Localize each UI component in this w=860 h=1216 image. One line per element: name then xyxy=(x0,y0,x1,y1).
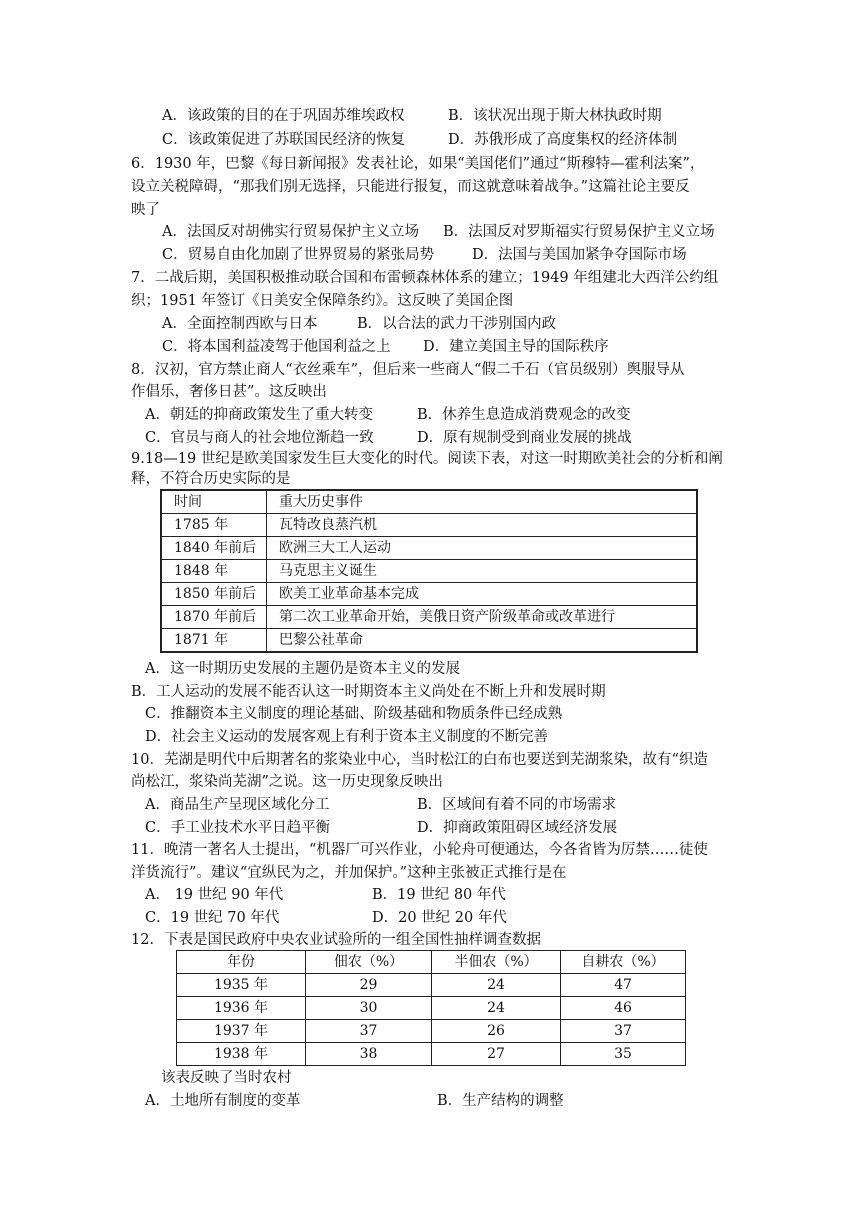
q10-option-d: D．抑商政策阻碍区域经济发展 xyxy=(417,820,618,836)
table-cell: 24 xyxy=(432,997,561,1020)
q7-stem-line-1: 7．二战后期，美国积极推动联合国和布雷顿森林体系的建立；1949 年组建北大西洋公约组 xyxy=(131,270,719,286)
q7-option-c: C．将本国利益凌驾于他国利益之上 xyxy=(162,339,391,355)
q12-option-a: A．土地所有制度的变革 xyxy=(145,1093,301,1109)
table-cell: 27 xyxy=(432,1043,561,1066)
table-cell: 1785 年 xyxy=(161,514,267,537)
table-cell: 瓦特改良蒸汽机 xyxy=(267,514,698,537)
table-cell: 马克思主义诞生 xyxy=(267,560,698,583)
q10-option-a: A．商品生产呈现区域化分工 xyxy=(145,797,330,813)
q8-stem-line-1: 8．汉初，官方禁止商人“衣丝乘车”，但后来一些商人“假二千石（官员级别）舆服导从 xyxy=(131,362,685,378)
q7-option-d: D．建立美国主导的国际秩序 xyxy=(423,339,609,355)
table-cell: 1870 年前后 xyxy=(161,606,267,629)
table-cell: 1935 年 xyxy=(177,974,306,997)
table-header-cell: 年份 xyxy=(177,951,306,974)
table-header-cell: 半佃农（%） xyxy=(432,951,561,974)
table-cell: 26 xyxy=(432,1020,561,1043)
table-cell: 欧美工业革命基本完成 xyxy=(267,583,698,606)
table-cell: 1937 年 xyxy=(177,1020,306,1043)
table-row xyxy=(177,974,686,997)
q6-option-d: D．法国与美国加紧争夺国际市场 xyxy=(472,247,687,263)
table-header-cell: 自耕农（%） xyxy=(561,951,686,974)
q9-option-b: B．工人运动的发展不能否认这一时期资本主义尚处在不断上升和发展时期 xyxy=(131,684,606,700)
q7-option-a: A．全面控制西欧与日本 xyxy=(162,316,318,332)
q11-stem-line-1: 11．晚清一著名人士提出，“机器厂可兴作业，小轮舟可便通达，今各省皆为厉禁……徒使 xyxy=(131,842,708,858)
q11-option-a: A． 19 世纪 90 年代 xyxy=(145,887,284,903)
q8-stem-line-2: 作倡乐，奢侈日甚”。这反映出 xyxy=(131,384,327,400)
table-cell: 47 xyxy=(561,974,686,997)
table-cell: 38 xyxy=(306,1043,432,1066)
q6-option-b: B．法国反对罗斯福实行贸易保护主义立场 xyxy=(443,224,715,240)
q8-option-a: A．朝廷的抑商政策发生了重大转变 xyxy=(145,407,373,423)
table-cell: 1850 年前后 xyxy=(161,583,267,606)
q6-stem-line-3: 映了 xyxy=(131,202,160,218)
q12-stem-line-1: 12．下表是国民政府中央农业试验所的一组全国性抽样调查数据 xyxy=(131,932,541,948)
q9-stem-line-1: 9.18—19 世纪是欧美国家发生巨大变化的时代。阅读下表，对这一时期欧美社会的分析和阐 xyxy=(131,451,723,467)
q6-stem-line-1: 6．1930 年，巴黎《每日新闻报》发表社论，如果“美国佬们”通过“斯穆特—霍利法案”， xyxy=(131,156,705,172)
table-header-cell: 佃农（%） xyxy=(306,951,432,974)
q6-option-a: A．法国反对胡佛实行贸易保护主义立场 xyxy=(162,224,419,240)
table-cell: 35 xyxy=(561,1043,686,1066)
table-cell: 第二次工业革命开始，美俄日资产阶级革命或改革进行 xyxy=(267,606,698,629)
q8-option-b: B．休养生息造成消费观念的改变 xyxy=(417,407,631,423)
table-row xyxy=(161,514,697,537)
table-cell: 巴黎公社革命 xyxy=(267,629,698,653)
table-row xyxy=(161,629,697,653)
q5-option-d: D．苏俄形成了高度集权的经济体制 xyxy=(448,132,678,148)
q9-option-c: C．推翻资本主义制度的理论基础、阶级基础和物质条件已经成熟 xyxy=(145,706,563,722)
table-cell: 37 xyxy=(561,1020,686,1043)
q9-option-a: A．这一时期历史发展的主题仍是资本主义的发展 xyxy=(145,661,460,677)
q6-stem-line-2: 设立关税障碍，“那我们别无选择，只能进行报复，而这就意味着战争。”这篇社论主要反 xyxy=(131,179,690,195)
table-cell: 1936 年 xyxy=(177,997,306,1020)
q7-option-b: B．以合法的武力干涉别国内政 xyxy=(357,316,557,332)
q11-option-d: D．20 世纪 20 年代 xyxy=(372,910,507,926)
q12-stem-after-table: 该表反映了当时农村 xyxy=(161,1070,292,1086)
q11-stem-line-2: 洋货流行”。建议“宜纵民为之，并加保护。”这种主张被正式推行是在 xyxy=(131,865,567,881)
table-cell: 24 xyxy=(432,974,561,997)
q10-option-b: B．区域间有着不同的市场需求 xyxy=(417,797,617,813)
table-cell: 30 xyxy=(306,997,432,1020)
q11-option-c: C．19 世纪 70 年代 xyxy=(145,910,280,926)
table-cell: 37 xyxy=(306,1020,432,1043)
table-row xyxy=(161,606,697,629)
table-cell: 29 xyxy=(306,974,432,997)
q9-events-table xyxy=(160,489,698,653)
q12-survey-table xyxy=(176,950,686,1066)
table-row xyxy=(177,1020,686,1043)
q10-option-c: C．手工业技术水平日趋平衡 xyxy=(145,820,331,836)
table-header-row xyxy=(161,490,697,514)
table-cell: 1848 年 xyxy=(161,560,267,583)
q5-option-c: C．该政策促进了苏联国民经济的恢复 xyxy=(162,132,406,148)
table-cell: 1938 年 xyxy=(177,1043,306,1066)
q9-stem-line-2: 释，不符合历史实际的是 xyxy=(131,471,291,487)
q5-option-b: B．该状况出现于斯大林执政时期 xyxy=(448,108,662,124)
table-header-row xyxy=(177,951,686,974)
table-row xyxy=(177,997,686,1020)
table-row xyxy=(177,1043,686,1066)
q6-option-c: C．贸易自由化加剧了世界贸易的紧张局势 xyxy=(162,247,435,263)
q12-option-b: B．生产结构的调整 xyxy=(437,1093,564,1109)
table-header-cell: 时间 xyxy=(161,490,267,514)
q5-option-a: A．该政策的目的在于巩固苏维埃政权 xyxy=(162,108,405,124)
table-row xyxy=(161,583,697,606)
q9-option-d: D．社会主义运动的发展客观上有利于资本主义制度的不断完善 xyxy=(145,729,549,745)
q8-option-d: D．原有规制受到商业发展的挑战 xyxy=(417,430,632,446)
table-cell: 1840 年前后 xyxy=(161,537,267,560)
q7-stem-line-2: 织；1951 年签订《日美安全保障条约》。这反映了美国企图 xyxy=(131,293,514,309)
table-row xyxy=(161,537,697,560)
q8-option-c: C．官员与商人的社会地位渐趋一致 xyxy=(145,430,374,446)
q11-option-b: B．19 世纪 80 年代 xyxy=(372,887,506,903)
table-cell: 欧洲三大工人运动 xyxy=(267,537,698,560)
table-cell: 46 xyxy=(561,997,686,1020)
table-cell: 1871 年 xyxy=(161,629,267,653)
table-row xyxy=(161,560,697,583)
q10-stem-line-1: 10．芜湖是明代中后期著名的浆染业中心，当时松江的白布也要送到芜湖浆染，故有“织造 xyxy=(131,752,708,768)
table-header-cell: 重大历史事件 xyxy=(267,490,698,514)
q10-stem-line-2: 尚松江，浆染尚芜湖”之说。这一历史现象反映出 xyxy=(131,774,443,790)
